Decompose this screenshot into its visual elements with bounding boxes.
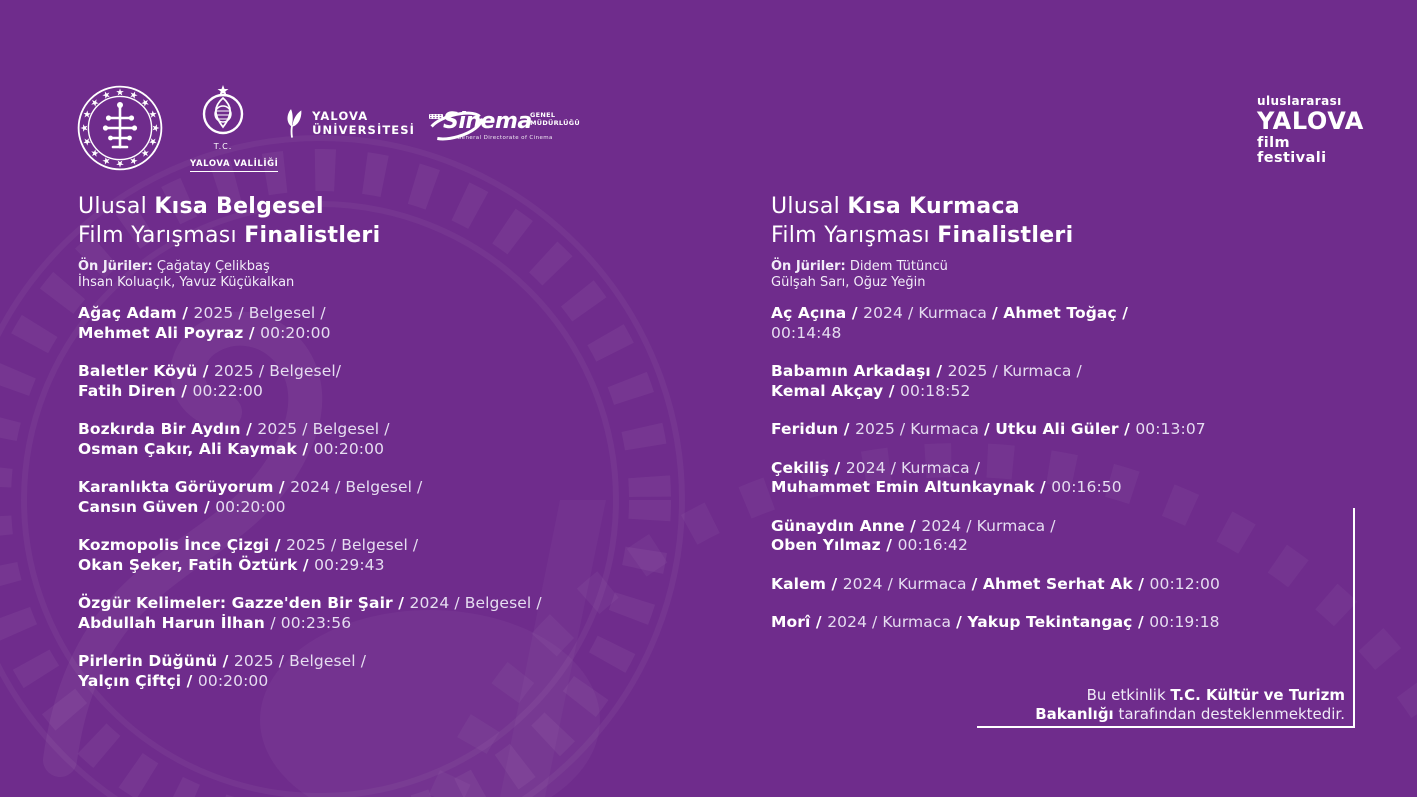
text-regular: 2025 / Kurmaca / [947, 362, 1082, 380]
valilik-tc-label: T.C. [213, 142, 233, 151]
film-entry [78, 304, 718, 343]
text-regular: 00:20:00 [260, 323, 331, 342]
valilik-name-label: YALOVA VALİLİĞİ [190, 159, 278, 172]
film-entry [771, 304, 1411, 343]
jury-label: Ön Jüriler: [771, 259, 846, 274]
text-regular: 00:13:07 [1135, 420, 1206, 438]
text-regular: 2024 / Belgesel / [409, 594, 542, 612]
film-entry [771, 613, 1411, 633]
film-line [78, 556, 718, 576]
university-name-line2: ÜNİVERSİTESİ [312, 123, 415, 137]
title-bold: Finalistleri [937, 223, 1074, 248]
text-bold: Bozkırda Bir Aydın / [78, 420, 258, 438]
text-regular: 00:20:00 [197, 671, 269, 690]
film-entry [78, 362, 718, 401]
festival-line1: uluslararası [1257, 94, 1342, 108]
jury-line2: Gülşah Sarı, Oğuz Yeğin [771, 275, 926, 290]
film-entry [78, 652, 718, 691]
logo-yalova-film-festivali [1251, 84, 1364, 168]
text-regular: 00:19:18 [1149, 613, 1220, 631]
festival-line2: YALOVA [1257, 107, 1364, 135]
film-line [78, 420, 718, 440]
film-line [78, 594, 718, 614]
valilik-emblem-icon [197, 84, 249, 136]
film-line [771, 420, 1411, 440]
text-bold: Okan Şeker, Fatih Öztürk / [78, 555, 315, 574]
sinema-tagline: General Directorate of Cinema [457, 135, 553, 141]
text-bold: Kemal Akçay / [771, 381, 901, 400]
text-bold: Yalçın Çiftçi / [78, 671, 198, 690]
film-line [78, 652, 718, 672]
film-line [771, 382, 1411, 402]
film-line [771, 459, 1411, 479]
text-bold: Çekiliş / [771, 458, 846, 477]
text-bold: Fatih Diren / [78, 381, 193, 400]
text-regular: 00:12:00 [1149, 574, 1220, 593]
film-entry [771, 420, 1411, 440]
text-regular: 2024 / Kurmaca [842, 574, 972, 593]
university-name-line1: YALOVA [312, 109, 369, 123]
text-bold: Karanlıkta Görüyorum / [78, 478, 291, 496]
section-kisa-belgesel [78, 192, 718, 710]
text-regular: 00:20:00 [215, 497, 286, 516]
jury-line2: İhsan Koluaçık, Yavuz Küçükalkan [78, 275, 295, 290]
text-regular: 2025 / Kurmaca [855, 420, 984, 438]
film-line [771, 304, 1411, 324]
film-line [771, 362, 1411, 382]
sinema-mudurlugu-label: MÜDÜRLÜĞÜ [530, 118, 580, 127]
film-entry [771, 459, 1411, 498]
title-regular: Ulusal [78, 194, 155, 219]
text-bold: Oben Yılmaz / [771, 536, 898, 554]
text-regular: 2024 / Kurmaca / [921, 516, 1056, 535]
film-line [78, 672, 718, 692]
support-line [895, 686, 1345, 705]
text-bold: Muhammet Emin Altunkaynak / [771, 478, 1052, 496]
film-line [78, 498, 718, 518]
film-line [78, 614, 718, 634]
film-list-belgesel [78, 304, 718, 691]
text-bold: Özgür Kelimeler: Gazze'den Bir Şair / [78, 594, 410, 612]
logo-sinema-genel-mudurlugu [427, 106, 580, 148]
text-bold: Morî / [771, 613, 828, 631]
title-bold: Kısa Kurmaca [847, 194, 1020, 219]
text-bold: Günaydın Anne / [771, 516, 922, 535]
text-regular: 00:16:42 [897, 536, 968, 554]
section-kisa-kurmaca [771, 192, 1411, 652]
film-entry [78, 594, 718, 633]
jury-names: Çağatay Çelikbaş [152, 259, 270, 274]
text-bold: / Yakup Tekintangaç / [956, 613, 1150, 631]
text-bold: Babamın Arkadaşı / [771, 362, 948, 380]
film-line [78, 324, 718, 344]
film-entry [771, 517, 1411, 556]
film-line [771, 324, 1411, 344]
film-list-kurmaca [771, 304, 1411, 633]
logo-ministry-kultur-turizm [77, 85, 163, 171]
text-bold: / Utku Ali Güler / [983, 420, 1136, 438]
film-line [771, 613, 1411, 633]
title-bold: Kısa Belgesel [154, 194, 324, 219]
text-regular: 2024 / Kurmaca [827, 613, 957, 631]
text-bold: Aç Açına / [771, 304, 864, 322]
text-bold: T.C. Kültür ve Turizm [1170, 686, 1345, 704]
text-bold: Baletler Köyü / [78, 362, 214, 380]
text-regular: 00:16:50 [1051, 478, 1122, 496]
text-regular: tarafından desteklenmektedir. [1113, 704, 1345, 723]
text-bold: Ağaç Adam / [78, 304, 194, 322]
text-bold: / Ahmet Toğaç / [992, 304, 1129, 322]
section-title-line2 [771, 221, 1411, 250]
logo-yalova-valiligi [190, 84, 279, 169]
jury-block [78, 259, 718, 291]
text-bold: Feridun / [771, 420, 856, 438]
film-entry [78, 536, 718, 575]
jury-line1 [771, 259, 1411, 275]
section-title-line1 [78, 192, 718, 221]
film-line [78, 440, 718, 460]
jury-line1 [78, 259, 718, 275]
text-regular: Bu etkinlik [1086, 686, 1171, 704]
text-regular: 2025 / Belgesel / [257, 420, 390, 438]
support-bracket-vertical-rule [1353, 508, 1355, 728]
text-regular: 2025 / Belgesel/ [213, 362, 342, 380]
text-regular: 2024 / Belgesel / [290, 478, 423, 496]
text-regular: 2025 / Belgesel / [233, 652, 367, 670]
text-regular: 2024 / Kurmaca [863, 304, 993, 322]
festival-line3: film festivali [1257, 135, 1327, 166]
film-entry [78, 478, 718, 517]
text-bold: Mehmet Ali Poyraz / [78, 323, 261, 342]
text-bold: Pirlerin Düğünü / [78, 652, 234, 670]
sinema-wordmark: Sinema [443, 109, 532, 134]
title-bold: Finalistleri [244, 223, 381, 248]
section-title-line2 [78, 221, 718, 250]
film-line [771, 575, 1411, 595]
support-line [895, 705, 1345, 724]
title-regular: Film Yarışması [78, 223, 245, 248]
text-regular: 00:20:00 [313, 439, 385, 458]
film-line [78, 304, 718, 324]
film-line [78, 478, 718, 498]
film-entry [771, 362, 1411, 401]
film-line [771, 517, 1411, 537]
logo-yalova-universitesi [285, 99, 415, 147]
text-regular: / 00:23:56 [270, 613, 352, 632]
film-line [78, 362, 718, 382]
film-line [771, 536, 1411, 556]
text-bold: Osman Çakır, Ali Kaymak / [78, 439, 314, 458]
jury-names: Didem Tütüncü [845, 259, 948, 274]
text-bold: Cansın Güven / [78, 497, 216, 516]
jury-label: Ön Jüriler: [78, 259, 153, 274]
jury-block [771, 259, 1411, 291]
support-notice [895, 686, 1345, 723]
film-line [78, 382, 718, 402]
support-bracket-horizontal-rule [977, 726, 1355, 728]
film-entry [78, 420, 718, 459]
title-regular: Ulusal [771, 194, 848, 219]
university-tulip-icon [285, 99, 303, 147]
text-regular: 00:18:52 [900, 381, 971, 400]
text-regular: 00:29:43 [314, 555, 385, 574]
text-bold: Kalem / [771, 574, 843, 593]
text-bold: Bakanlığı [1035, 704, 1114, 723]
text-bold: Kozmopolis İnce Çizgi / [78, 536, 287, 554]
ministry-emblem-icon [77, 85, 163, 171]
text-regular: 2025 / Belgesel / [286, 536, 419, 554]
sinema-genel-label: GENEL [530, 111, 556, 119]
film-entry [771, 575, 1411, 595]
film-line [78, 536, 718, 556]
film-line [771, 478, 1411, 498]
text-bold: / Ahmet Serhat Ak / [971, 574, 1150, 593]
text-regular: 2025 / Belgesel / [193, 304, 326, 322]
text-regular: 00:22:00 [192, 381, 263, 400]
text-regular: 00:14:48 [771, 323, 842, 342]
text-regular: 2024 / Kurmaca / [845, 458, 981, 477]
section-title-line1 [771, 192, 1411, 221]
title-regular: Film Yarışması [771, 223, 938, 248]
text-bold: Abdullah Harun İlhan [78, 613, 271, 632]
